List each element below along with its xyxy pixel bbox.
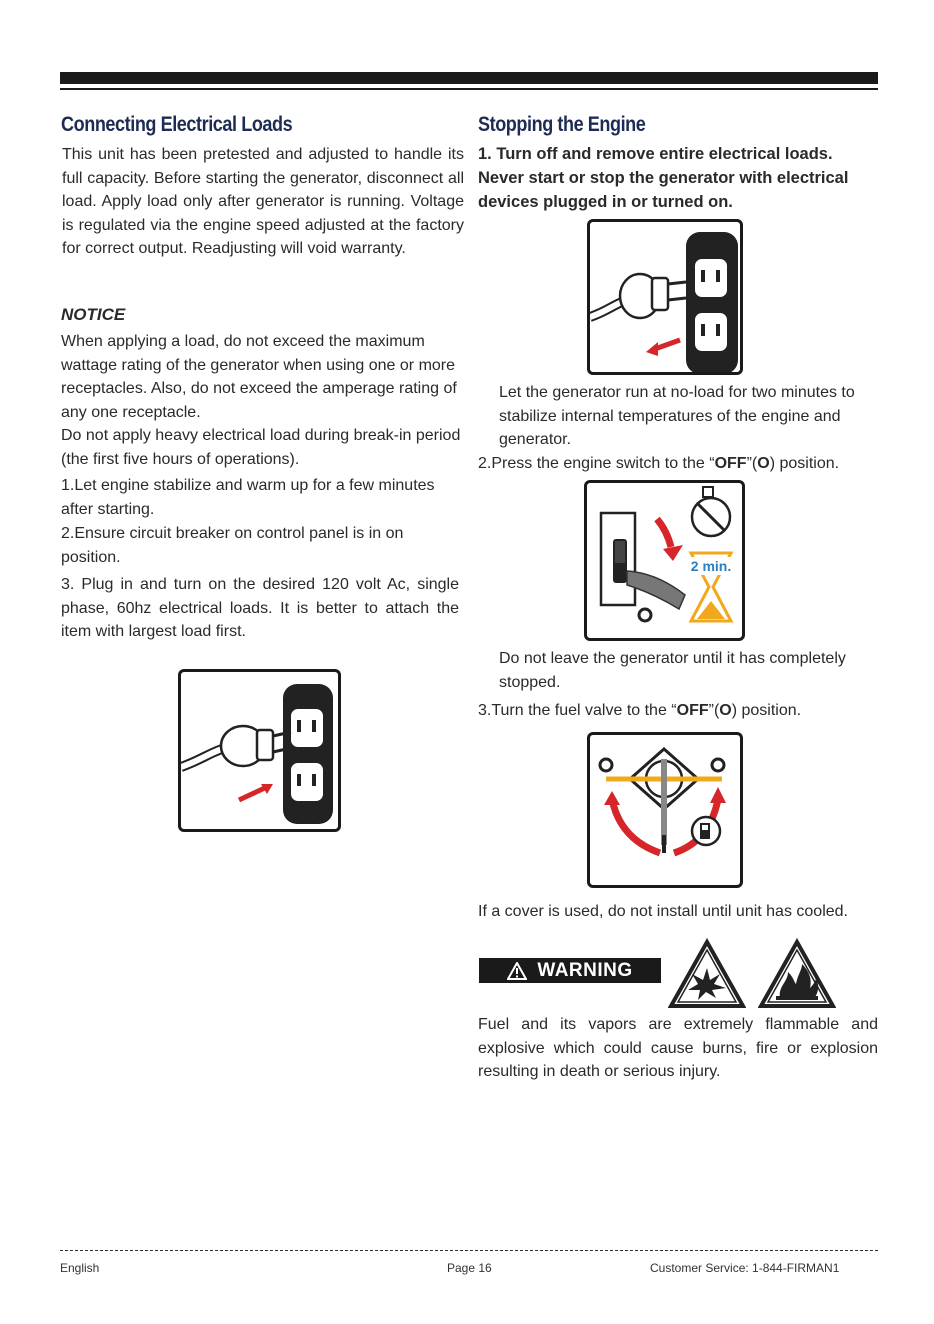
- stop-step-2-note: Do not leave the generator until it has completely stopped.: [499, 650, 846, 691]
- stop-step-2-number: 2.: [478, 455, 492, 472]
- warning-triangle-icon: [507, 962, 527, 980]
- plug-in-illustration: [178, 669, 341, 832]
- header-rule: [60, 88, 878, 90]
- fuel-valve-illustration: [587, 732, 743, 888]
- fire-hazard-icon: [758, 938, 836, 1010]
- stop-step-3-end: ) position.: [731, 702, 802, 719]
- stop-step-3: [478, 699, 888, 723]
- o-symbol: O: [757, 455, 770, 472]
- section-heading-stopping-engine: Stopping the Engine: [478, 113, 646, 136]
- cover-note: If a cover is used, do not install until unit has cooled.: [478, 903, 848, 920]
- explosion-hazard-icon: [668, 938, 746, 1010]
- timer-label: 2 min.: [690, 558, 732, 574]
- intro-paragraph: This unit has been pretested and adjusted to handle its full capacity. Before starting the generator, disconnect all load. Apply load only after generator is running. Voltage is regulated via the engine speed adjusted at the factory for correct output. Readjusting will void warranty.: [62, 146, 464, 257]
- step-3: 3. Plug in and turn on the desired 120 volt Ac, single phase, 60hz electrical loads. It is better to attach the item with largest load first.: [61, 576, 459, 640]
- notice-label: NOTICE: [61, 305, 126, 324]
- warning-label: WARNING: [537, 959, 633, 981]
- warning-text: Fuel and its vapors are extremely flammable and explosive which could cause burns, fire or explosion resulting in death or serious injury.: [478, 1016, 878, 1080]
- o-symbol-2: O: [719, 702, 732, 719]
- header-bar: [60, 72, 878, 84]
- stop-step-2-end: ) position.: [769, 455, 840, 472]
- off-label: OFF: [714, 455, 747, 472]
- engine-switch-off-icon: [587, 483, 742, 638]
- off-label-2: OFF: [676, 702, 709, 719]
- plug-remove-icon: [590, 222, 740, 372]
- footer-customer-service: Customer Service: 1-844-FIRMAN1: [650, 1261, 840, 1275]
- notice-paragraph-2: Do not apply heavy electrical load during break-in period (the first five hours of operations).: [61, 427, 461, 468]
- stop-step-2-paren: ”(: [746, 455, 758, 472]
- engine-switch-illustration: [584, 480, 745, 641]
- stop-step-3-number: 3.: [478, 702, 492, 719]
- stop-step-1-note: Let the generator run at no-load for two minutes to stabilize internal temperatures of the engine and generator.: [499, 384, 855, 448]
- unplug-illustration: [587, 219, 743, 375]
- notice-paragraph-1: When applying a load, do not exceed the maximum wattage rating of the generator when using one or more receptacles. Also, do not exceed the amperage rating of any one receptacle.: [61, 333, 457, 421]
- warning-banner: [479, 958, 661, 983]
- step-1: 1.Let engine stabilize and warm up for a few minutes after starting.: [61, 477, 435, 518]
- step-2: 2.Ensure circuit breaker on control panel is in on position.: [61, 525, 404, 566]
- footer-language: English: [60, 1261, 100, 1275]
- stop-step-2-text: Press the engine switch to the “: [491, 455, 715, 472]
- stop-step-1-text: Turn off and remove entire electrical loads. Never start or stop the generator with electrical devices plugged in or turned on.: [478, 145, 849, 211]
- stop-step-1-number: 1.: [478, 145, 492, 163]
- plug-insert-icon: [181, 672, 338, 829]
- fuel-valve-off-icon: [590, 735, 740, 885]
- footer-rule: [60, 1250, 878, 1251]
- stop-step-3-paren: ”(: [708, 702, 720, 719]
- stop-step-2: [478, 452, 888, 476]
- section-heading-connecting-loads: Connecting Electrical Loads: [61, 113, 293, 136]
- stop-step-3-text: Turn the fuel valve to the “: [491, 702, 677, 719]
- footer-page-number: Page 16: [447, 1261, 492, 1275]
- stop-step-1: [478, 142, 870, 214]
